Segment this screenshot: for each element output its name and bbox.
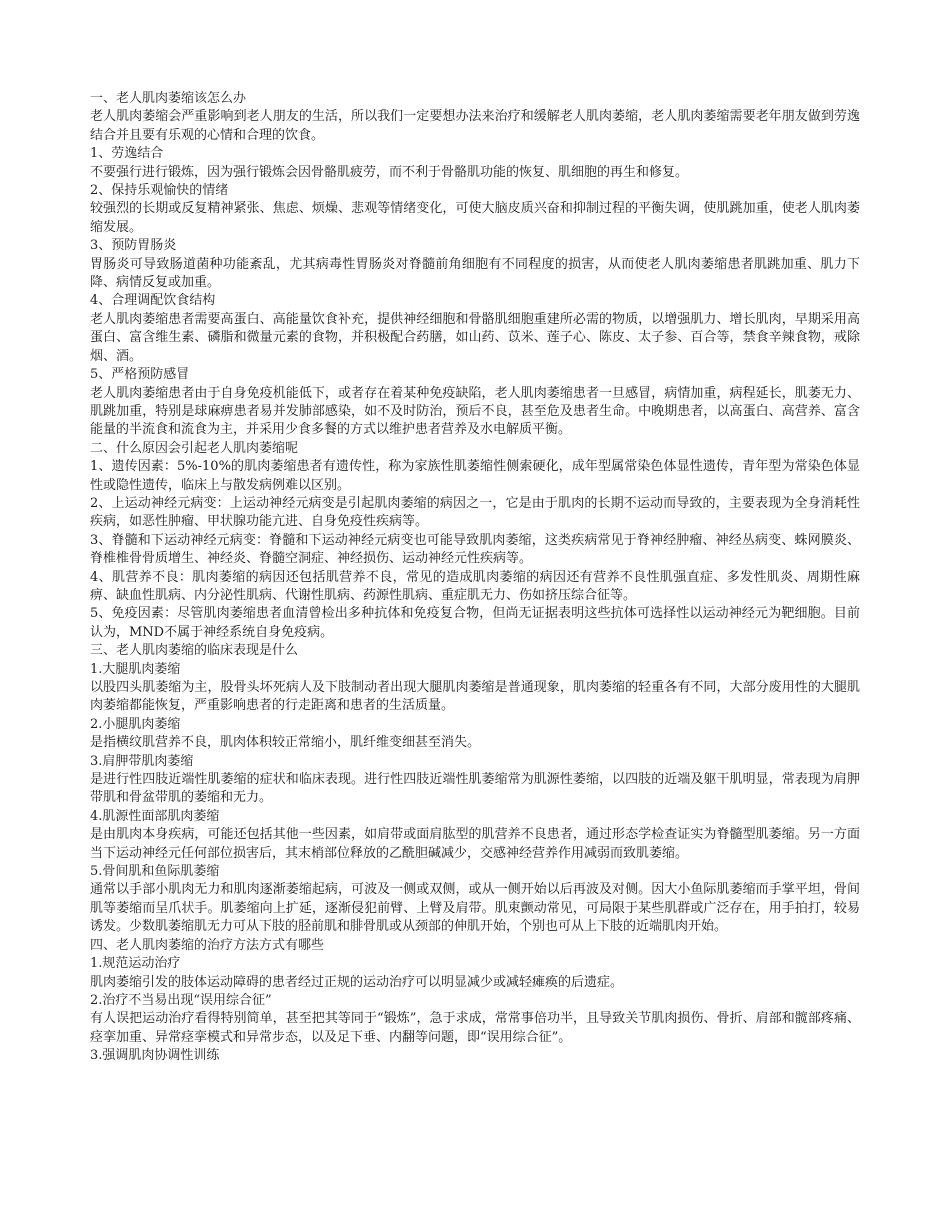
section-heading: 2.小腿肌肉萎缩 [90, 716, 181, 732]
section-heading: 四、老人肌肉萎缩的治疗方法方式有哪些 [90, 937, 325, 953]
paragraph: 老人肌肉萎缩患者由于自身免疫机能低下，或者存在着某种免疫缺陷，老人肌肉萎缩患者一旦感冒，病情加重，病程延长，肌萎无力、肌跳加重，特别是球麻痹患者易并发肺部感染，如不及时防治，预后不良，甚至危及患者生命。中晚期患者，以高蛋白、高营养、富含能量的半流食和流食为主，并采用少食多餐的方式以维护患者营养及水电解质平衡。 [90, 385, 860, 438]
section-heading: 2、保持乐观愉快的情绪 [90, 183, 229, 199]
section-heading: 三、老人肌肉萎缩的临床表现是什么 [90, 643, 299, 659]
paragraph: 5、免疫因素：尽管肌肉萎缩患者血清曾检出多种抗体和免疫复合物，但尚无证据表明这些抗体可选择性以运动神经元为靶细胞。目前认为，MND不属于神经系统自身免疫病。 [90, 606, 860, 640]
section-heading: 3、预防胃肠炎 [90, 238, 177, 254]
section-heading: 5、严格预防感冒 [90, 367, 190, 383]
paragraph: 是进行性四肢近端性肌萎缩的症状和临床表现。进行性四肢近端性肌萎缩常为肌源性萎缩，以四肢的近端及躯干肌明显，常表现为肩胛带肌和骨盆带肌的萎缩和无力。 [90, 772, 860, 806]
section-heading: 1、劳逸结合 [90, 146, 164, 162]
paragraph: 老人肌肉萎缩患者需要高蛋白、高能量饮食补充，提供神经细胞和骨骼肌细胞重建所必需的物质，以增强肌力、增长肌肉，早期采用高蛋白、富含维生素、磷脂和微量元素的食物，并积极配合药膳，如山药、苡米、莲子心、陈皮、太子参、百合等，禁食辛辣食物，戒除烟、酒。 [90, 311, 860, 364]
paragraph: 是由肌肉本身疾病，可能还包括其他一些因素，如肩带或面肩肱型的肌营养不良患者，通过形态学检查证实为脊髓型肌萎缩。另一方面当下运动神经元任何部位损害后，其末梢部位释放的乙酰胆碱减少，交感神经营养作用减弱而致肌萎缩。 [90, 827, 860, 861]
paragraph: 通常以手部小肌肉无力和肌肉逐渐萎缩起病，可波及一侧或双侧，或从一侧开始以后再波及对侧。因大小鱼际肌萎缩而手掌平坦，骨间肌等萎缩而呈爪状手。肌萎缩向上扩延，逐渐侵犯前臂、上臂及肩带。肌束颤动常见，可局限于某些肌群或广泛存在，用手拍打，较易诱发。少数肌萎缩肌无力可从下肢的胫前肌和腓骨肌或从颈部的伸肌开始，个别也可从上下肢的近端肌肉开始。 [90, 882, 860, 935]
paragraph: 以股四头肌萎缩为主，股骨头坏死病人及下肢制动者出现大腿肌肉萎缩是普通现象，肌肉萎缩的轻重各有不同，大部分废用性的大腿肌肉萎缩都能恢复，严重影响患者的行走距离和患者的生活质量。 [90, 680, 860, 714]
section-heading: 2.治疗不当易出现“误用综合征” [90, 992, 272, 1008]
paragraph: 是指横纹肌营养不良，肌肉体积较正常缩小，肌纤维变细甚至消失。 [90, 735, 481, 751]
section-heading: 4、合理调配饮食结构 [90, 293, 216, 309]
paragraph: 有人误把运动治疗看得特别简单，甚至把其等同于“锻炼”，急于求成，常常事倍功半，且导致关节肌肉损伤、骨折、肩部和髋部疼痛、痉挛加重、异常痉挛模式和异常步态，以及足下垂、内翻等问题，即“误用综合征”。 [90, 1011, 860, 1045]
paragraph: 老人肌肉萎缩会严重影响到老人朋友的生活，所以我们一定要想办法来治疗和缓解老人肌肉萎缩，老人肌肉萎缩需要老年朋友做到劳逸结合并且要有乐观的心情和合理的饮食。 [90, 109, 860, 143]
paragraph: 4、肌营养不良：肌肉萎缩的病因还包括肌营养不良，常见的造成肌肉萎缩的病因还有营养不良性肌强直症、多发性肌炎、周期性麻痹、缺血性肌病、内分泌性肌病、代谢性肌病、药源性肌病、重症肌无力、伤如挤压综合征等。 [90, 569, 860, 603]
paragraph: 较强烈的长期或反复精神紧张、焦虑、烦燥、悲观等情绪变化，可使大脑皮质兴奋和抑制过程的平衡失调，使肌跳加重，使老人肌肉萎缩发展。 [90, 201, 860, 235]
section-heading: 4.肌源性面部肌肉萎缩 [90, 808, 220, 824]
section-heading: 一、老人肌肉萎缩该怎么办 [90, 91, 247, 106]
section-heading: 1.大腿肌肉萎缩 [90, 661, 181, 677]
paragraph: 2、上运动神经元病变：上运动神经元病变是引起肌肉萎缩的病因之一，它是由于肌肉的长期不运动而导致的，主要表现为全身消耗性疾病，如恶性肿瘤、甲状腺功能亢进、自身免疫性疾病等。 [90, 495, 860, 530]
paragraph: 1、遗传因素：5%-10%的肌肉萎缩患者有遗传性，称为家族性肌萎缩性侧索硬化，成年型属常染色体显性遗传，青年型为常染色体显性或隐性遗传，临床上与散发病例难以区别。 [90, 459, 860, 493]
document-body [90, 90, 860, 1066]
paragraph: 不要强行进行锻炼，因为强行锻炼会因骨骼肌疲劳，而不利于骨骼肌功能的恢复、肌细胞的再生和修复。 [90, 164, 689, 180]
section-heading: 二、什么原因会引起老人肌肉萎缩呢 [90, 440, 299, 456]
section-heading: 3.强调肌肉协调性训练 [90, 1048, 220, 1064]
paragraph: 胃肠炎可导致肠道菌种功能紊乱，尤其病毒性胃肠炎对脊髓前角细胞有不同程度的损害，从而使老人肌肉萎缩患者肌跳加重、肌力下降、病情反复或加重。 [90, 256, 860, 291]
section-heading: 1.规范运动治疗 [90, 956, 181, 972]
section-heading: 5.骨间肌和鱼际肌萎缩 [90, 864, 220, 880]
paragraph: 肌肉萎缩引发的肢体运动障碍的患者经过正规的运动治疗可以明显减少或减轻瘫痪的后遗症。 [90, 974, 624, 990]
section-heading: 3.肩胛带肌肉萎缩 [90, 753, 194, 769]
paragraph: 3、脊髓和下运动神经元病变：脊髓和下运动神经元病变也可能导致肌肉萎缩，这类疾病常见于脊神经肿瘤、神经丛病变、蛛网膜炎、脊椎椎骨骨质增生、神经炎、脊髓空洞症、神经损伤、运动神经元性疾病等。 [90, 532, 860, 567]
